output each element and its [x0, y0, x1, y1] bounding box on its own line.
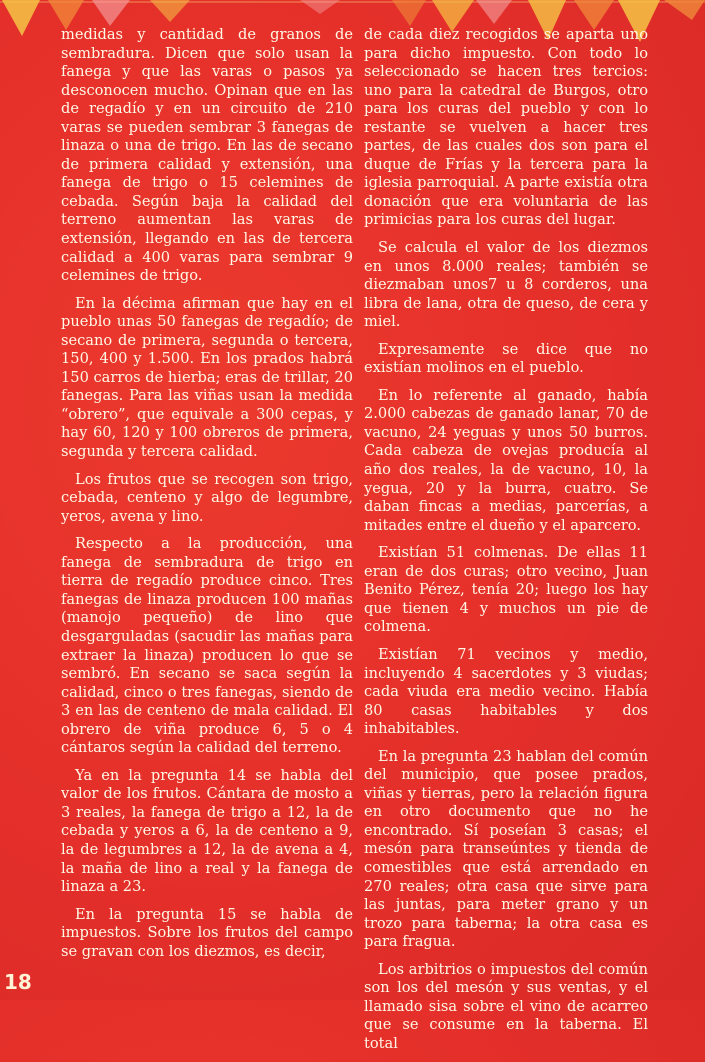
bunting-flag: [2, 0, 40, 36]
body-paragraph: Se calcula el valor de los diezmos en unos 8.000 reales; también se diezmaban unos7 u 8 corderos, una libra de lana, otra de queso, de cera y miel.: [364, 239, 648, 331]
bunting-flag: [392, 0, 426, 26]
body-paragraph: En la pregunta 15 se habla de impuestos. Sobre los frutos del campo se gravan con los diezmos, es decir,: [61, 905, 353, 960]
body-paragraph: Ya en la pregunta 14 se habla del valor de los frutos. Cántara de mosto a 3 reales, la fanega de trigo a 12, la de cebada y yeros a 6, la de centeno a 9, la de legumbres a 12, la de avena a 4, la maña de lino a real y la fanega de linaza a 23.: [61, 766, 353, 896]
bunting-flag: [92, 0, 130, 26]
body-paragraph: En la décima afirman que hay en el pueblo unas 50 fanegas de regadío; de secano de primera, segunda o tercera, 150, 400 y 1.500. En los prados habrá 150 carros de hierba; eras de trillar, 20 fanegas. Para las viñas usan la medida “obrero”, que equivale a 300 cepas, y hay 60, 120 y 100 obreros de primera, segunda y tercera calidad.: [61, 294, 353, 461]
body-paragraph: Los frutos que se recogen son trigo, cebada, centeno y algo de legumbre, yeros, avena y lino.: [61, 470, 353, 525]
right-text-column: [364, 26, 648, 1062]
body-paragraph: Existían 51 colmenas. De ellas 11 eran de dos curas; otro vecino, Juan Benito Pérez, tenía 20; luego los hay que tienen 4 y muchos un pie de colmena.: [364, 544, 648, 636]
body-paragraph: medidas y cantidad de granos de sembradura. Dicen que solo usan la fanega y que las varas o pasos ya desconocen mucho. Opinan que en las de regadío y en un circuito de 210 varas se pueden sembrar 3 fanegas de linaza o una de trigo. En las de secano de primera calidad y extensión, una fanega de trigo o 15 celemines de cebada. Según baja la calidad del terreno aumentan las varas de extensión, llegando en las de tercera calidad a 400 varas para sembrar 9 celemines de trigo.: [61, 26, 353, 285]
bunting-flag: [300, 0, 340, 14]
body-paragraph: En lo referente al ganado, había 2.000 cabezas de ganado lanar, 70 de vacuno, 24 yeguas y unos 50 burros. Cada cabeza de ovejas producía al año dos reales, la de vacuno, 10, la yegua, 20 y la burra, cuatro. Se daban fincas a medias, parcerías, a mitades entre el dueño y el aparcero.: [364, 386, 648, 534]
body-paragraph: En la pregunta 23 hablan del común del municipio, que posee prados, viñas y tierras, pero la relación figura en otro documento que no he encontrado. Sí poseían 3 casas; el mesón para transeúntes y tienda de comestibles que está arrendado en 270 reales; otra casa que sirve para las juntas, para meter grano y un trozo para taberna; la otra casa es para fragua.: [364, 747, 648, 951]
body-paragraph: Los arbitrios o impuestos del común son los del mesón y sus ventas, y el llamado sisa sobre el vino de acarreo que se consume en la taberna. El total: [364, 960, 648, 1052]
bunting-flag: [150, 0, 190, 22]
bunting-flag: [664, 0, 705, 20]
body-paragraph: de cada diez recogidos se aparta uno para dicho impuesto. Con todo lo seleccionado se hacen tres tercios: uno para la catedral de Burgos, otro para los curas del pueblo y con lo restante se vuelven a hacer tres partes, de las cuales dos son para el duque de Frías y la tercera para la iglesia parroquial. A parte existía otra donación que era voluntaria de las primicias para los curas del lugar.: [364, 26, 648, 229]
body-paragraph: Respecto a la producción, una fanega de sembradura de trigo en tierra de regadío produce cinco. Tres fanegas de linaza producen 100 mañas (manojo pequeño) de lino que desgarguladas (sacudir las mañas para extraer la linaza) producen lo que se sembró. En secano se saca según la calidad, cinco o tres fanegas, siendo de 3 en las de centeno de mala calidad. El obrero de viña produce 6, 5 o 4 cántaros según la calidad del terreno.: [61, 535, 353, 757]
left-text-column: [61, 26, 353, 970]
page-number: 18: [4, 970, 32, 994]
body-paragraph: Existían 71 vecinos y medio, incluyendo 4 sacerdotes y 3 viudas; cada viuda era medio vecino. Había 80 casas habitables y dos inhabitables.: [364, 645, 648, 738]
body-paragraph: Expresamente se dice que no existían molinos en el pueblo.: [364, 340, 648, 377]
bunting-flag: [476, 0, 512, 24]
